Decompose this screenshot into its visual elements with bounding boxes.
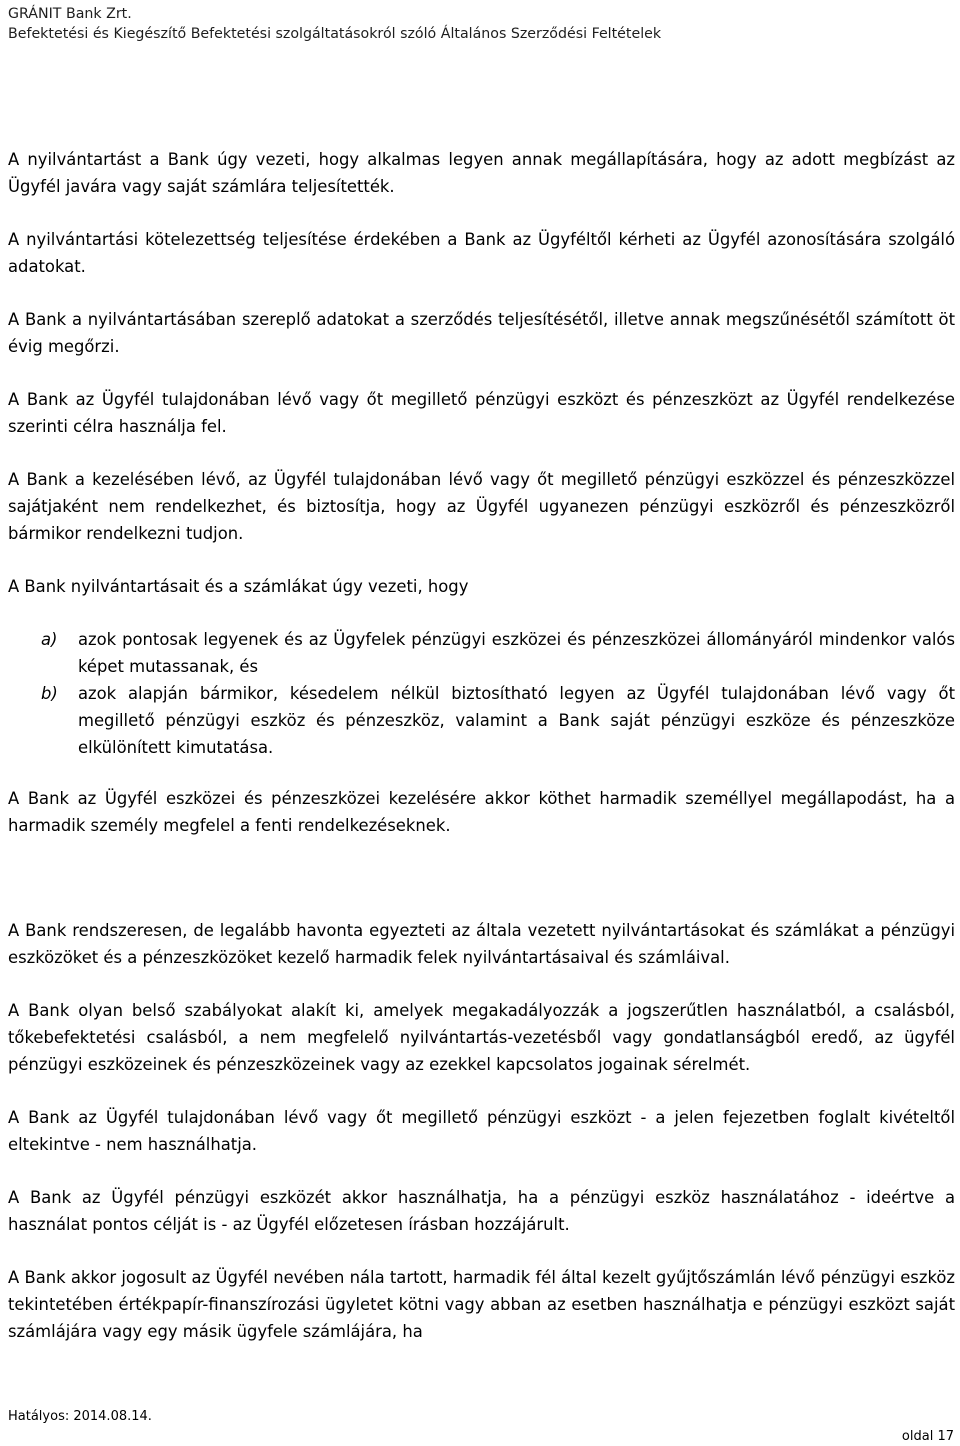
paragraph-identification-data: A nyilvántartási kötelezettség teljesítése érdekében a Bank az Ügyféltől kérheti az Ügyfél azonosítására szolgáló adatokat. [8, 230, 955, 276]
paragraph-reconciliation: A Bank rendszeresen, de legalább havonta egyezteti az általa vezetett nyilvántartásokat és számlákat a pénzügyi eszközöket és a pénzeszközöket kezelő harmadik felek nyilvántartásaival és számláival. [8, 921, 955, 967]
document-title: Befektetési és Kiegészítő Befektetési szolgáltatásokról szóló Általános Szerződési Feltételek [8, 26, 662, 42]
document-body [8, 146, 955, 1371]
list-item-text: azok pontosak legyenek és az Ügyfelek pénzügyi eszközei és pénzeszközei állományáról mindenkor valós képet mutassanak, és [78, 630, 955, 676]
paragraph-data-retention: A Bank a nyilvántartásában szereplő adatokat a szerződés teljesítésétől, illetve annak megszűnésétől számított öt évig megőrzi. [8, 310, 955, 356]
paragraph-usage-consent: A Bank az Ügyfél pénzügyi eszközét akkor használhatja, ha a pénzügyi eszköz használatához - ideértve a használat pontos célját is - az Ügyfél előzetesen írásban hozzájárult. [8, 1188, 955, 1234]
footer-effective-date: Hatályos: 2014.08.14. [8, 1409, 152, 1424]
document-header [8, 4, 952, 44]
paragraph-usage-prohibition: A Bank az Ügyfél tulajdonában lévő vagy őt megillető pénzügyi eszközt - a jelen fejezetben foglalt kivételtől eltekintve - nem használhatja. [8, 1108, 955, 1154]
list-marker: a) [41, 630, 58, 649]
footer-page-number: oldal 17 [901, 1429, 954, 1444]
paragraph-asset-disposal: A Bank a kezelésében lévő, az Ügyfél tulajdonában lévő vagy őt megillető pénzügyi eszközzel és pénzeszközzel sajátjaként nem rendelkezhet, és biztosítja, hogy az Ügyfél ugyanezen pénzügyi eszközről és pénzeszközről bármikor rendelkezni tudjon. [8, 470, 955, 543]
paragraph-asset-usage: A Bank az Ügyfél tulajdonában lévő vagy őt megillető pénzügyi eszközt és pénzeszközt az Ügyfél rendelkezése szerinti célra használja fel. [8, 390, 955, 436]
paragraph-securities-financing: A Bank akkor jogosult az Ügyfél nevében nála tartott, harmadik fél által kezelt gyűjtőszámlán lévő pénzügyi eszköz tekintetében értékpapír-finanszírozási ügyletet kötni vagy abban az esetben használhatja e pénzügyi eszközt saját számlájára vagy egy másik ügyfele számlájára, ha [8, 1268, 955, 1341]
list-marker: b) [41, 684, 58, 703]
section-spacer [8, 865, 955, 917]
paragraph-list-intro: A Bank nyilvántartásait és a számlákat úgy vezeti, hogy [8, 577, 469, 596]
list-item-text: azok alapján bármikor, késedelem nélkül biztosítható legyen az Ügyfél tulajdonában lévő vagy őt megillető pénzügyi eszköz és pénzeszköz, valamint a Bank saját pénzügyi eszköze és pénzeszköze elkülönített kimutatása. [78, 684, 955, 757]
requirements-list [8, 626, 955, 761]
company-name: GRÁNIT Bank Zrt. [8, 6, 132, 22]
paragraph-record-keeping: A nyilvántartást a Bank úgy vezeti, hogy alkalmas legyen annak megállapítására, hogy az adott megbízást az Ügyfél javára vagy saját számlára teljesítették. [8, 150, 955, 196]
list-item [8, 680, 955, 761]
list-item [8, 626, 955, 680]
paragraph-internal-rules: A Bank olyan belső szabályokat alakít ki, amelyek megakadályozzák a jogszerűtlen használatból, a csalásból, tőkebefektetési csalásból, a nem megfelelő nyilvántartás-vezetésből vagy gondatlanságból eredő, az ügyfél pénzügyi eszközeinek és pénzeszközeinek vagy az ezekkel kapcsolatos jogainak sérelmét. [8, 1001, 955, 1074]
paragraph-third-party-agreement: A Bank az Ügyfél eszközei és pénzeszközei kezelésére akkor köthet harmadik személlyel megállapodást, ha a harmadik személy megfelel a fenti rendelkezéseknek. [8, 789, 955, 835]
